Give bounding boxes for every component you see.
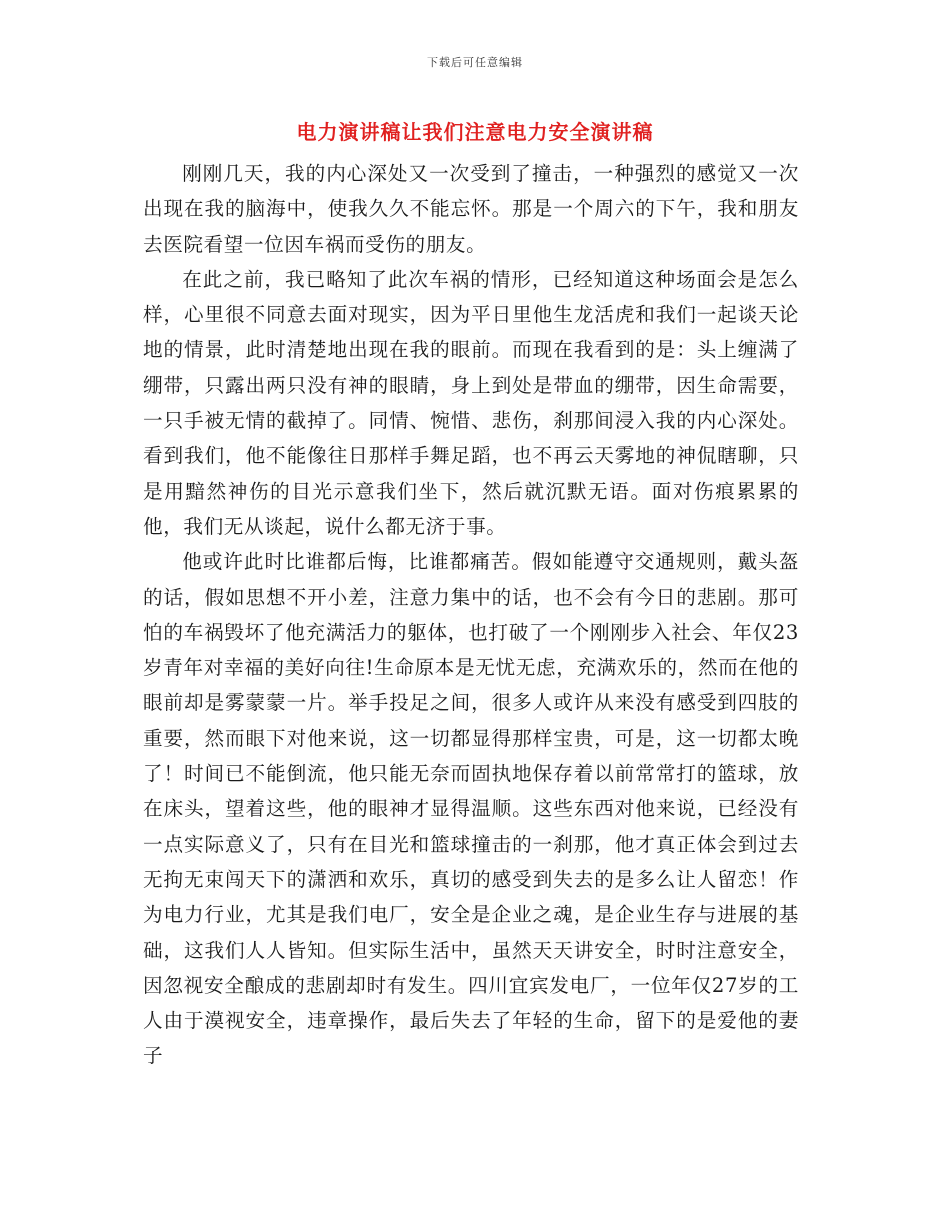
body-paragraph: 在此之前，我已略知了此次车祸的情形，已经知道这种场面会是怎么样，心里很不同意去面对现实，因为平日里他生龙活虎和我们一起谈天论地的情景，此时清楚地出现在我的眼前。而现在我看到的是：头上缠满了绷带，只露出两只没有神的眼睛，身上到处是带血的绷带，因生命需要，一只手被无情的截掉了。同情、惋惜、悲伤，刹那间浸入我的内心深处。看到我们，他不能像往日那样手舞足蹈，也不再云天雾地的神侃瞎聊，只是用黯然神伤的目光示意我们坐下，然后就沉默无语。面对伤痕累累的他，我们无从谈起，说什么都无济于事。 xyxy=(143,267,799,538)
body-paragraph: 刚刚几天，我的内心深处又一次受到了撞击，一种强烈的感觉又一次出现在我的脑海中，使我久久不能忘怀。那是一个周六的下午，我和朋友去医院看望一位因车祸而受伤的朋友。 xyxy=(143,162,799,256)
document-title: 电力演讲稿让我们注意电力安全演讲稿 xyxy=(296,120,654,144)
page-header-note: 下载后可任意编辑 xyxy=(427,56,523,69)
document-body xyxy=(143,156,799,1074)
body-paragraph: 他或许此时比谁都后悔，比谁都痛苦。假如能遵守交通规则，戴头盔的话，假如思想不开小差，注意力集中的话，也不会有今日的悲剧。那可怕的车祸毁坏了他充满活力的躯体，也打破了一个刚刚步入社会、年仅23岁青年对幸福的美好向往!生命原本是无忧无虑，充满欢乐的，然而在他的眼前却是雾蒙蒙一片。举手投足之间，很多人或许从来没有感受到四肢的重要，然而眼下对他来说，这一切都显得那样宝贵，可是，这一切都太晚了！时间已不能倒流，他只能无奈而固执地保存着以前常常打的篮球，放在床头，望着这些，他的眼神才显得温顺。这些东西对他来说，已经没有一点实际意义了，只有在目光和篮球撞击的一刹那，他才真正体会到过去无拘无束闯天下的潇洒和欢乐，真切的感受到失去的是多么让人留恋！作为电力行业，尤其是我们电厂，安全是企业之魂，是企业生存与进展的基础，这我们人人皆知。但实际生活中，虽然天天讲安全，时时注意安全，因忽视安全酿成的悲剧却时有发生。四川宜宾发电厂，一位年仅27岁的工人由于漠视安全，违章操作，最后失去了年轻的生命，留下的是爱他的妻子 xyxy=(143,550,799,1068)
